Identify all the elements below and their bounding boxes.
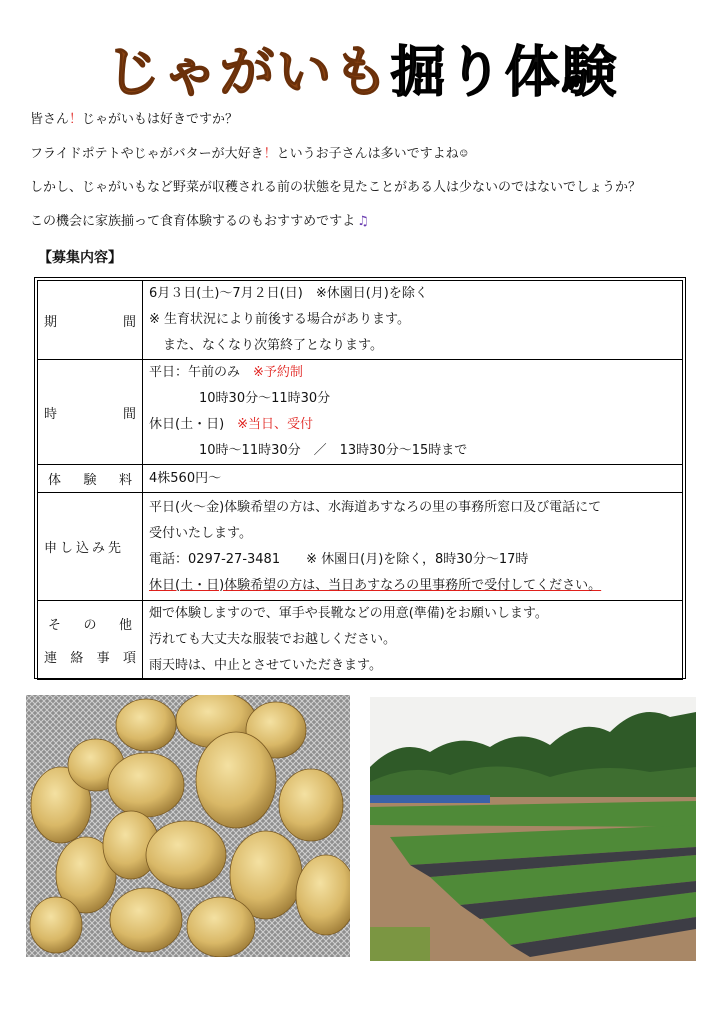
apply-header bbox=[38, 493, 143, 601]
sameday-note: ※当日、受付 bbox=[237, 417, 314, 432]
potatoes-photo bbox=[26, 695, 350, 957]
intro-line3: しかし、じゃがいもなど野菜が収穫される前の状態を見たことがある人は少ないのではないでしょうか？ bbox=[30, 180, 642, 195]
other-header bbox=[38, 601, 143, 680]
table-row-apply bbox=[38, 493, 683, 601]
intro-line1-b: じゃがいもは好きですか？ bbox=[82, 112, 239, 127]
music-note-icon: ♫ bbox=[357, 214, 369, 229]
period-header-char: 間 bbox=[122, 314, 136, 330]
weekday-time: 10時30分〜11時30分 bbox=[199, 391, 331, 406]
period-content bbox=[143, 281, 683, 360]
contact-char: 項 bbox=[122, 651, 136, 666]
holiday-time: 10時〜11時30分 ／ 13時30分〜15時まで bbox=[199, 443, 468, 458]
period-line3: また、なくなり次第終了となります。 bbox=[163, 338, 383, 353]
intro-line4-text: この機会に家族揃って食育体験するのもおすすめですよ bbox=[30, 214, 356, 229]
weekday-line bbox=[149, 360, 676, 386]
apply-content bbox=[143, 493, 683, 601]
fee-header-char: 験 bbox=[83, 473, 97, 488]
other-line2: 汚れても大丈夫な服装でお越しください。 bbox=[149, 632, 397, 647]
contact-char: 事 bbox=[96, 651, 110, 666]
intro-line2-b: というお子さんは多いですよね bbox=[276, 146, 459, 162]
other-line3: 雨天時は、中止とさせていただきます。 bbox=[149, 658, 382, 673]
period-line2: ※ 生育状況により前後する場合があります。 bbox=[149, 312, 410, 327]
other-header-line1 bbox=[44, 614, 136, 633]
holiday-label: 休日(土・日) bbox=[149, 417, 238, 432]
other-char: そ bbox=[48, 618, 62, 633]
table-row-period bbox=[38, 281, 683, 360]
other-char: 他 bbox=[118, 618, 132, 633]
exclamation-mark: ！ bbox=[263, 146, 277, 162]
contact-char: 絡 bbox=[70, 651, 84, 666]
time-header-char: 時 bbox=[44, 406, 58, 422]
contact-char: 連 bbox=[44, 651, 58, 666]
apply-line1: 平日(火〜金)体験希望の方は、水海道あすなろの里の事務所窓口及び電話にて bbox=[149, 499, 602, 515]
time-content bbox=[143, 360, 683, 465]
other-line1: 畑で体験しますので、軍手や長靴などの用意(準備)をお願いします。 bbox=[149, 606, 548, 621]
reservation-note: ※予約制 bbox=[253, 365, 303, 380]
apply-line2: 受付いたします。 bbox=[149, 525, 252, 541]
fee-value: 4株560円〜 bbox=[143, 465, 683, 493]
period-line1: 6月３日(土)〜7月２日(日) ※休園日(月)を除く bbox=[149, 286, 428, 301]
exclamation-mark: ！ bbox=[69, 112, 83, 127]
other-content bbox=[143, 601, 683, 680]
smile-icon: ☺ bbox=[459, 149, 468, 158]
holiday-line bbox=[149, 412, 676, 438]
intro-line1 bbox=[30, 110, 710, 144]
title-part2: 掘り体験 bbox=[390, 40, 619, 104]
other-char: の bbox=[83, 618, 97, 633]
table-row-other bbox=[38, 601, 683, 680]
holiday-apply-line: 休日(土・日)体験希望の方は、当日あすなろの里事務所で受付してください。 bbox=[149, 577, 602, 593]
phone-line: 電話：0297-27-3481 ※ 休園日(月)を除く，8時30分〜17時 bbox=[149, 551, 529, 567]
table-row-time bbox=[38, 360, 683, 465]
period-header bbox=[38, 281, 143, 360]
intro-text bbox=[30, 110, 710, 246]
intro-line1-a: 皆さん bbox=[30, 112, 70, 127]
page-title bbox=[0, 28, 724, 107]
intro-line2 bbox=[30, 144, 710, 178]
weekday-label: 平日：午前のみ bbox=[149, 365, 254, 380]
info-table bbox=[34, 277, 686, 679]
section-title: 【募集内容】 bbox=[38, 250, 122, 266]
potato-field-photo bbox=[370, 697, 696, 961]
fee-header-char: 体 bbox=[48, 473, 62, 488]
intro-line2-a: フライドポテトやじゃがバターが大好き bbox=[30, 146, 264, 162]
fee-header-char: 料 bbox=[118, 473, 132, 488]
table-row-fee bbox=[38, 465, 683, 493]
time-header-char: 間 bbox=[122, 406, 136, 422]
title-part1: じゃがいも bbox=[105, 40, 391, 104]
other-header-line2 bbox=[44, 647, 136, 666]
apply-header-text: 申し込み先 bbox=[44, 541, 125, 556]
time-header bbox=[38, 360, 143, 465]
fee-header bbox=[38, 465, 143, 493]
intro-line4 bbox=[30, 212, 710, 246]
period-header-char: 期 bbox=[44, 314, 58, 330]
